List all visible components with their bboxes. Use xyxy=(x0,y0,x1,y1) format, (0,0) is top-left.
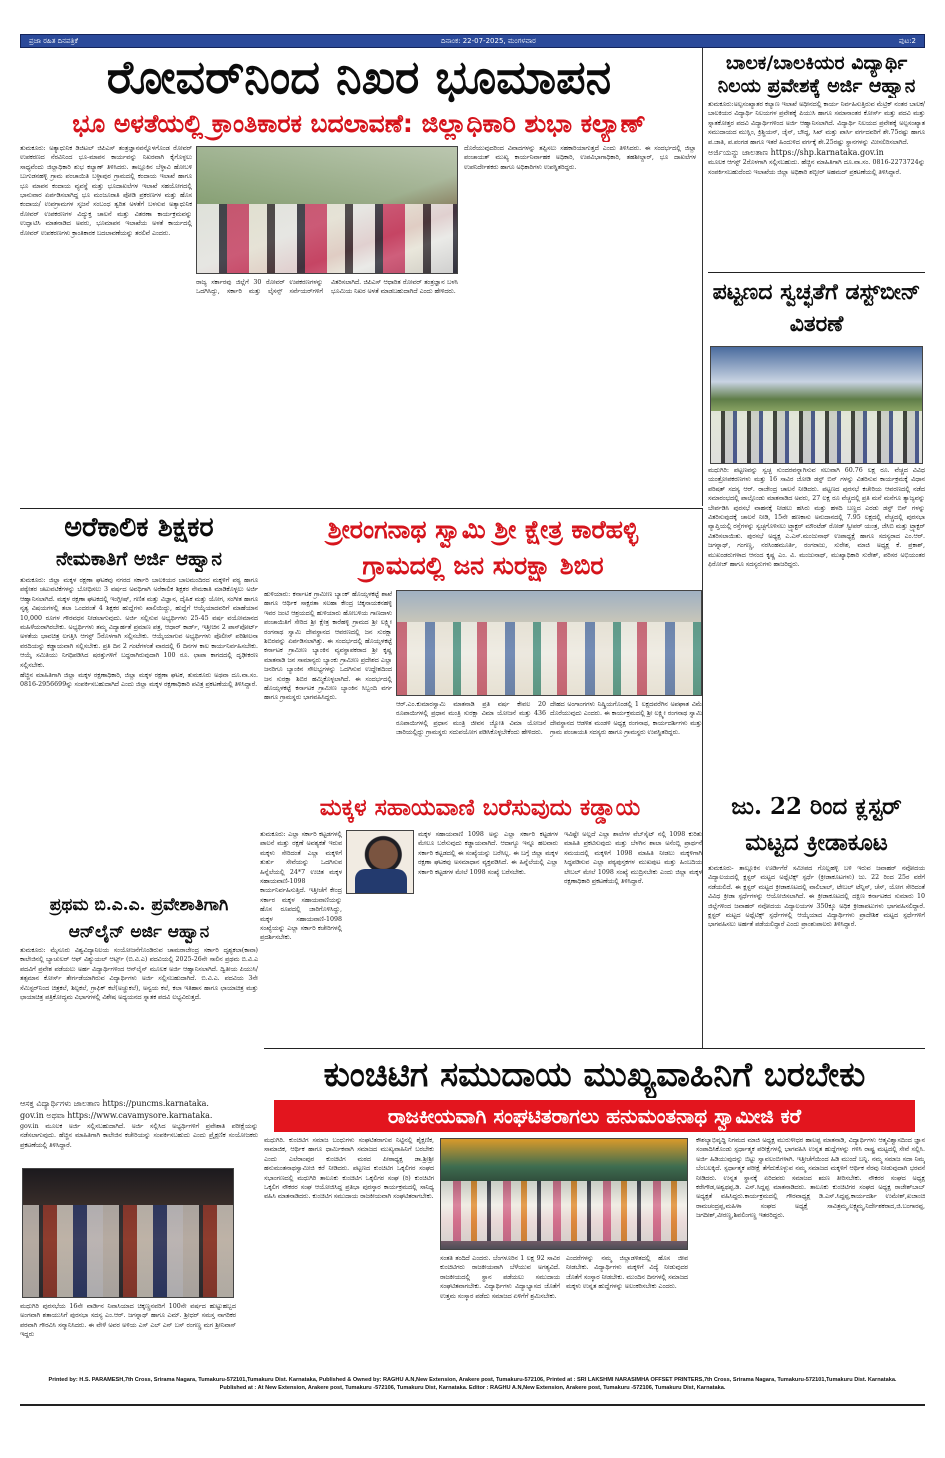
ba-admission-headline-1: ಪ್ರಥಮ ಬಿ.ಎ.ಎ. ಪ್ರವೇಶಾತಿಗಾಗಿ xyxy=(49,895,229,915)
lead-column-1: ತುಮಕೂರು: ಅತ್ಯಾಧುನಿಕ ಡಿಜಿಟಲ್ ಜಿಪಿಎಸ್ ತಂತ್ರಜ್ಞಾನವನ್ನೊಳಗೊಂಡ ರೋವರ್ ಉಪಕರಣದ ನೆರವಿನಿಂದ ಭೂ-ಮಾಪನ ಕಾರ್ಯವನ್ನು ನಿಖರವಾಗಿ ಕೈಗೊಳ್ಳಲು ಸಾಧ್ಯವೆಂದು ಜಿಲ್ಲಾಧಿಕಾರಿ ಶುಭ ಕಲ್ಯಾಣ್ ತಿಳಿಸಿದರು. ತಾಲ್ಲೂಕಿನ ಬೆಳ್ಳಾವಿ ಹೋಬಳಿ ಬುಗುಡನಹಳ್ಳಿ ಗ್ರಾಮ ಪಂಚಾಯಿತಿ ಬಳ್ಳಾಪುರ ಗ್ರಾಮದಲ್ಲಿ ಕಂದಾಯ ಇಲಾಖೆ ಹಾಗೂ ಭೂ ಮಾಪನ ಕಂದಾಯ ವ್ಯವಸ್ಥೆ ಮತ್ತು ಭೂದಾಖಲೆಗಳ ಇಲಾಖೆ ಸಹಯೋಗದಲ್ಲಿ ಭಾನುವಾರ ಏರ್ಪಡಿಸಲಾಗಿದ್ದ ಭೂ ಮಂಜೂರಾತಿ ಪೋಡಿ ಪ್ರಕರಣಗಳ ಮತ್ತು ಹೊಸ ಕಂದಾಯ/ ಉಪಗ್ರಾಮಗಳ ಸೃಜನೆ ಸಂಬಂಧ ತ್ವರಿತ ಅಳತೆಗೆ ಬಳಸುವ ಅತ್ಯಾಧುನಿಕ ರೋವರ್ ಉಪಕರಣಗಳ ವಿದ್ಯುಕ್ತ ಚಾಲನೆ ಮತ್ತು ವಿತರಣಾ ಕಾರ್ಯಕ್ರಮವನ್ನು ಉದ್ಘಾಟಿಸಿ ಮಾತನಾಡಿದ ಅವರು, ಭೂಮಾಪನ ಇಲಾಖೆಯ ಅಳತೆ ಕಾರ್ಯದಲ್ಲಿ ರೋವರ್ ಉಪಕರಣಗಳು ಕ್ರಾಂತಿಕಾರಕ ಬದಲಾವಣೆಯನ್ನು ತರಲಿವೆ ಎಂದರು. xyxy=(20,145,192,237)
lead-column-2: ರಾಜ್ಯ ಸರ್ಕಾರವು ಜಿಲ್ಲೆಗೆ 30 ರೋವರ್ ಉಪಕರಣಗಳನ್ನು ಒದಗಿಸಿದ್ದು, ಸರ್ಕಾರಿ ಮತ್ತು ಲೈಸನ್ಸ್ ಸರ್ವೆಯರ್‌ಗಳಿಗೆ ವಿತರಿಸಲಾಗಿದೆ. ಜಿಪಿಎಸ್ ಆಧಾರಿತ ರೋವರ್ ತಂತ್ರಜ್ಞಾನ ಬಳಸಿ ಭೂಮಿಯ ನಿಖರ ಅಳತೆ ಮಾಡಬಹುದಾಗಿದೆ ಎಂದು ಹೇಳಿದರು. xyxy=(196,279,458,296)
kunchitiga-headline: ಕುಂಚಿಟಿಗ ಸಮುದಾಯ ಮುಖ್ಯವಾಹಿನಿಗೆ ಬರಬೇಕು xyxy=(323,1055,866,1095)
jana-suraksha-headline-1: ಶ್ರೀರಂಗನಾಥ ಸ್ವಾಮಿ ಶ್ರೀ ಕ್ಷೇತ್ರ ಕಾರೆಹಳ್ಳಿ xyxy=(327,515,639,544)
lead-subheadline: ಭೂ ಅಳತೆಯಲ್ಲಿ ಕ್ರಾಂತಿಕಾರಕ ಬದಲಾವಣೆ: ಜಿಲ್ಲಾಧಿಕಾರಿ ಶುಭಾ ಕಲ್ಯಾಣ್ xyxy=(72,109,646,138)
kunchitiga-column-4: ಕೌಶಲ್ಯಾಭಿವೃದ್ಧಿ ನಿಗಮದ ಮಾಜಿ ಅಧ್ಯಕ್ಷ ಮುರುಳೀಧರ ಹಾಲಪ್ಪ ಮಾತನಾಡಿ, ವಿದ್ಯಾರ್ಥಿಗಳು ಆತ್ಮವಿಶ್ವಾಸದಿಂದ ಜ್ಞಾನ ಸಂಪಾದಿಸಿಕೊಂಡು ಸ್ಪರ್ಧಾತ್ಮಕ ಪರೀಕ್ಷೆಗಳಲ್ಲಿ ಭಾಗವಹಿಸಿ ಉನ್ನತ ಹುದ್ದೆಗಳನ್ನು ಗಳಿಸಿ ರಾಷ್ಟ್ರ ಮಟ್ಟದಲ್ಲಿ ಸೇವೆ ಸಲ್ಲಿಸಿ. ಅರ್ಜಿ ಹಿಡಿಯುವುದನ್ನು ಬಿಟ್ಟು ಸ್ವಾವಲಂಬಿಗಳಾಗಿ. ಇತ್ತೀಚೆಗೆಯಿಂದ ಹಿಡಿ ಮುಂದೆ ಬನ್ನಿ. ನಮ್ಮ ಸಮಾಜ ಸದಾ ನಿಮ್ಮ ಬೆಂಬಲಕ್ಕಿದೆ. ಸ್ಪರ್ಧಾತ್ಮಕ ಪರೀಕ್ಷೆ ತೆಗೆದುಕೊಳ್ಳುವ ನಮ್ಮ ಸಮಾಜದ ಮಕ್ಕಳಿಗೆ ಆರ್ಥಿಕ ನೆರವು ನೀಡುವುದಾಗಿ ಭರವಸೆ ನೀಡಿದರು. ಉನ್ನತ ಸ್ಥಾನಕ್ಕೆ ಏರಿದವರು ಸಮಾಜದ ಋಣ ತೀರಿಸಬೇಕು. ನೌಕರರ ಸಂಘದ ಅಧ್ಯಕ್ಷ ಕರೇಗೌಡ,ಅಶ್ವಥಪ್ಪ.ಡಿ. ಎಸ್.ಸಿದ್ದಪ್ಪ ಮಾತನಾಡಿದರು. ತಾಲೂಕು ಕುಂಚಿಟಿಗರ ಸಂಘದ ಅಧ್ಯಕ್ಷ ರಾಜೇಶ್‌ಬಾಬ್ ಅಧ್ಯಕ್ಷತೆ ವಹಿಸಿದ್ದರು.ಕಾರ್ಯಕ್ರಮದಲ್ಲಿ ಗೌರವಾಧ್ಯಕ್ಷ ಡಿ.ಎಸ್.ಸಿದ್ದಪ್ಪ,ಕಾರ್ಯದರ್ಶಿ ಉಮೇಶ್,ಖಜಾಂಚಿ ರಾಮಚಂದ್ರಪ್ಪ,ಮಹಿಳಾ ಸಂಘದ ಅಧ್ಯಕ್ಷೆ ಸಾವಿತ್ರಮ್ಮ,ಲಕ್ಷ್ಮಮ್ಮ,ನಿರ್ದೇಶಕರಾದ,ಜಿ.ಬಂಗಾರಪ್ಪ, ಜಗದೀಶ್,ವೀರಣ್ಣ,ಶಿವಲಿಂಗಣ್ಣ ಇತರರಿದ್ದರು. xyxy=(696,1137,925,1220)
jana-suraksha-column-1: ಹುಳಿಯಾರು: ಕರ್ನಾಟಕ ಗ್ರಾಮೀಣ ಬ್ಯಾಂಕ್ ಹೊಯ್ಸಳಕಟ್ಟೆ ಶಾಖೆ ಹಾಗೂ ಆರ್ಥಿಕ ಸಾಕ್ಷರತಾ ಸಲಹಾ ಕೇಂದ್ರ ಚಿಕ್ಕನಾಯಕನಹಳ್ಳಿ ಇವರ ಜಂಟಿ ಆಶ್ರಯದಲ್ಲಿ ಹುಳಿಯಾರು ಹೋಬಳಿಯ ಗಾಣದಾಳು ಪಂಚಾಯಿತಿಗೆ ಸೇರಿದ ಶ್ರೀ ಕ್ಷೇತ್ರ ಕಾರೆಹಳ್ಳಿ ಗ್ರಾಮದ ಶ್ರೀ ಲಕ್ಷ್ಮೀ ರಂಗನಾಥ ಸ್ವಾಮಿ ದೇವಸ್ಥಾನದ ಆವರಣದಲ್ಲಿ ಜನ ಸುರಕ್ಷಾ ಶಿಬಿರವನ್ನು ಏರ್ಪಡಿಸಲಾಗಿತ್ತು. ಈ ಸಂದರ್ಭದಲ್ಲಿ ಹೊಯ್ಸಳಕಟ್ಟೆ ಕರ್ನಾಟಕ ಗ್ರಾಮೀಣ ಬ್ಯಾಂಕಿನ ವ್ಯವಸ್ಥಾಪಕರಾದ ಶ್ರೀ ಕೃಷ್ಣ ಮಾತನಾಡಿ ಜನ ಸಾಮಾನ್ಯರು ಬ್ಯಾಂಕು ಗ್ರಾಮೀಣ ಪ್ರದೇಶದ ಎಲ್ಲಾ ಜನರಿಗೂ ಬ್ಯಾಂಕಿನ ಸೌಲಭ್ಯಗಳನ್ನು ಒದಗಿಸುವ ಉದ್ದೇಶದಿಂದ ಜನ ಸುರಕ್ಷಾ ಶಿಬಿರ ಹಮ್ಮಿಕೊಳ್ಳಲಾಗಿದೆ. ಈ ಸಂದರ್ಭದಲ್ಲಿ ಹೊಯ್ಸಳಕಟ್ಟೆ ಕರ್ನಾಟಕ ಗ್ರಾಮೀಣ ಬ್ಯಾಂಕಿನ ಸಿಬ್ಬಂದಿ ವರ್ಗ ಹಾಗೂ ಗ್ರಾಮಸ್ಥರು ಭಾಗವಹಿಸಿದ್ದರು. xyxy=(264,591,392,702)
temp-teacher-headline-1: ಅರೆಕಾಲಿಕ ಶಿಕ್ಷಕರ xyxy=(64,512,214,543)
ba-admission-url-1[interactable]: ಆಸಕ್ತ ವಿದ್ಯಾರ್ಥಿಗಳು ಜಾಲತಾಣ https://puncms.karnataka. xyxy=(20,1099,209,1108)
centenarian-caption: ಮಧುಗಿರಿ ಪುರಸಭೆಯ 16ನೇ ವಾರ್ಡಿನ ನಿವಾಸಿಯಾದ ಚಿಕ್ಕಣ್ಣನವರಿಗೆ 100ನೇ ವರ್ಷದ ಹುಟ್ಟುಹಬ್ಬದ ಅಂಗವಾಗಿ ಶತಾಯುಸಿಗೆ ಪುರಸಭಾ ಸದಸ್ಯ ಎಂ.ಆರ್. ಜಗನ್ನಾಥ್ ಹಾಗೂ ಎಮ್. ಶ್ರೀಧರ್ ಸಮಸ್ತ ನಾಗರಿಕರ ಪರವಾಗಿ ಗೌರವಿಸಿ ಸನ್ಮಾನಿಸಿದರು. ಈ ವೇಳೆ ಅವರ ಅಳಿಯ ಎಸ್ ಎಲ್ ಎನ್ ಬಸ್ ರಂಗಣ್ಣ ಮಗ ಶ್ರೀನಿವಾಸ್ ಇದ್ದರು xyxy=(20,1303,236,1339)
ba-admission-body-2: gov.in ಮೂಲಕ ಅರ್ಜಿ ಸಲ್ಲಿಸಬಹುದಾಗಿದೆ. ಅರ್ಜಿ ಸಲ್ಲಿಸಿದ ಅಭ್ಯರ್ಥಿಗಳಿಗೆ ಪ್ರವೇಶಾತಿ ಪರೀಕ್ಷೆಯನ್ನು ನಡೆಸಲಾಗುವುದು. ಹೆಚ್ಚಿನ ಮಾಹಿತಿಗಾಗಿ ಕಾಲೇಜಿನ ಕಚೇರಿಯನ್ನು ಸಂಪರ್ಕಿಸಬಹುದು ಎಂದು ಪ್ರೈಕ್ಷಣಿಕ ಸಂಯೋಜಕರು ಪ್ರಕಟಣೆಯಲ್ಲಿ ತಿಳಿಸಿದ್ದಾರೆ. xyxy=(20,1123,258,1149)
ba-admission-headline-2: ಆನ್‌ಲೈನ್ ಅರ್ಜಿ ಆಹ್ವಾನ xyxy=(68,922,210,942)
page-number: ಪುಟ:2 xyxy=(898,36,916,45)
helpline-column-3: ಇವಿಷ್ಟೇ ಅಲ್ಲದೆ ಎಲ್ಲಾ ಶಾಲೆಗಳ ವೆಬ್‌ಸೈಟ್ ನಲ್ಲಿ 1098 ಕುರಿತು ಮಾಹಿತಿ ಪ್ರಕಟಿಸುವುದು ಮತ್ತು ಬೆಳಗಿನ ಶಾಲಾ ಅಸೆಂಬ್ಲಿ ಪ್ರಾರ್ಥನೆ ಸಮಯದಲ್ಲಿ ಮಕ್ಕಳಿಗೆ 1098 ಮಾಹಿತಿ ನೀಡಲು ಮಕ್ಕಳಿಗಾಗಿ ಸಿದ್ಧಪಡಿಸುವ ಎಲ್ಲಾ ಪಠ್ಯಪುಸ್ತಕಗಳ ಮುಖಪುಟ ಮತ್ತು ಹಿಂಬದಿಯ ಲೇಬಲ್ ಮೇಲೆ 1098 ಸಂಖ್ಯೆ ಮುದ್ರಿಸಬೇಕು ಎಂದು ಜಿಲ್ಲಾ ಮಕ್ಕಳ ರಕ್ಷಣಾಧಿಕಾರಿ ಪ್ರಕಟಣೆಯಲ್ಲಿ ತಿಳಿಸಿದ್ದಾರೆ. xyxy=(564,831,702,886)
cluster-body: ತುಮಕೂರು- ತಾಲ್ಲೂಕಿನ ಊರ್ಡಿಗೆರೆ ಸಮೀಪದ ಗೊಲ್ಲಹಳ್ಳಿ ಬಳಿ ಇರುವ ಜವಾಹರ್ ನವೋದಯ ವಿದ್ಯಾಲಯದಲ್ಲಿ ಕ್ಲಸ್ಟರ್ ಮಟ್ಟದ ಅಥ್ಲೆಟಿಕ್ಸ್ ಸ್ಪರ್ಧೆ (ಕ್ರೀಡಾಕೂಟಗಳು) ಜು. 22 ರಿಂದ 25ರ ವರೆಗೆ ನಡೆಯಲಿದೆ. ಈ ಕ್ಲಸ್ಟರ್ ಮಟ್ಟದ ಕ್ರೀಡಾಕೂಟದಲ್ಲಿ ವಾಲಿಬಾಲ್, ಟೇಬಲ್ ಟೆನ್ನಿಸ್, ಚೆಸ್, ಯೋಗ ಸೇರಿದಂತೆ ವಿವಿಧ ಕ್ರೀಡಾ ಸ್ಪರ್ಧೆಗಳನ್ನು ಆಯೋಜಿಸಲಾಗಿದೆ. ಈ ಕ್ರೀಡಾಕೂಟದಲ್ಲಿ ದಕ್ಷಿಣ ಕರ್ನಾಟಕದ ಸುಮಾರು 10 ಜಿಲ್ಲೆಗಳಿಂದ ಜವಾಹರ್ ನವೋದಯ ವಿದ್ಯಾಲಯಗಳ 350ಕ್ಕೂ ಅಧಿಕ ಕ್ರೀಡಾಪಟುಗಳು ಭಾಗವಹಿಸಲಿದ್ದಾರೆ. ಕ್ಲಸ್ಟರ್ ಮಟ್ಟದ ಅಥ್ಲೆಟಿಕ್ಸ್ ಸ್ಪರ್ಧೆಗಳಲ್ಲಿ ಆಯ್ಕೆಯಾದ ವಿದ್ಯಾರ್ಥಿಗಳು ಪ್ರಾದೇಶಿಕ ಮಟ್ಟದ ಸ್ಪರ್ಧೆಗಳಿಗೆ ಭಾಗವಹಿಸಲು ಅರ್ಹತೆ ಪಡೆಯಲಿದ್ದಾರೆ ಎಂದು ಪ್ರಾಂಶುಪಾಲರು ತಿಳಿಸಿದ್ದಾರೆ. xyxy=(708,865,925,929)
kunchitiga-column-2: ಸಂತತಿ ತಂದಿದೆ ಎಂದರು. ಬೆಂಗಳೂರಿನ 1 ಲಕ್ಷ 92 ಸಾವಿರ ಕುಂಚಿಟಿಗರು ರಾಜಕೀಯವಾಗಿ ಬೆಳೆಯುವ ಅಗತ್ಯವಿದೆ. ರಾಜಕೀಯದಲ್ಲಿ ಸ್ಥಾನ ಪಡೆಯಲು ಸಮುದಾಯ ಸಂಘಟಿತವಾಗಬೇಕು. ವಿದ್ಯಾರ್ಥಿಗಳು ವಿದ್ಯಾಭ್ಯಾಸದ ಜೊತೆಗೆ ಉತ್ತಮ ಸಂಸ್ಕಾರ ಪಡೆದು ಸಮಾಜದ ಏಳಿಗೆಗೆ ಶ್ರಮಿಸಬೇಕು. xyxy=(440,1255,560,1300)
rover-launch-photo xyxy=(196,146,458,274)
hostel-headline: ಬಾಲಕ/ಬಾಲಕಿಯರ ವಿದ್ಯಾರ್ಥಿ ನಿಲಯ ಪ್ರವೇಶಕ್ಕೆ ಅರ್ಜಿ ಆಹ್ವಾನ xyxy=(717,52,916,97)
lead-column-3: ದೊರೆಯುವುದರಿಂದ ವಿವಾದಗಳನ್ನು ತಪ್ಪಿಸಲು ಸಹಕಾರಿಯಾಗುತ್ತದೆ ಎಂದು ತಿಳಿಸಿದರು. ಈ ಸಂದರ್ಭದಲ್ಲಿ ಜಿಲ್ಲಾ ಪಂಚಾಯತ್ ಮುಖ್ಯ ಕಾರ್ಯನಿರ್ವಾಹಕ ಅಧಿಕಾರಿ, ಉಪವಿಭಾಗಾಧಿಕಾರಿ, ತಹಶೀಲ್ದಾರ್, ಭೂ ದಾಖಲೆಗಳ ಉಪನಿರ್ದೇಶಕರು ಹಾಗೂ ಅಧಿಕಾರಿಗಳು ಉಪಸ್ಥಿತರಿದ್ದರು. xyxy=(464,145,696,171)
temp-teacher-body: ತುಮಕೂರು: ಜಿಲ್ಲಾ ಮಕ್ಕಳ ರಕ್ಷಣಾ ಘಟಕವು ನಗರದ ಸರ್ಕಾರಿ ಬಾಲಕಿಯರ ಬಾಲಮಂದಿರದ ಮಕ್ಕಳಿಗೆ ಪಠ್ಯ ಹಾಗೂ ಪಠ್ಯೇತರ ಚಟುವಟಿಕೆಗಳನ್ನು ಬೋಧಿಸಲು 3 ವರ್ಷದ ಅವಧಿಗಾಗಿ ಅರೆಕಾಲಿಕ ಶಿಕ್ಷಕರ ನೇಮಕಾತಿ ಮಾಡಿಕೊಳ್ಳಲು ಅರ್ಜಿ ಆಹ್ವಾನಿಸಲಾಗಿದೆ. ಮಕ್ಕಳ ರಕ್ಷಣಾ ಘಟಕದಲ್ಲಿ ಇಂಗ್ಲೀಷ್, ಗಣಿತ ಮತ್ತು ವಿಜ್ಞಾನ, ದೈಹಿಕ ಮತ್ತು ಯೋಗ, ಸಂಗೀತ ಹಾಗೂ ನೃತ್ಯ ವಿಷಯಗಳಲ್ಲಿ ತಲಾ ಒಂದರಂತೆ 4 ಶಿಕ್ಷಕರ ಹುದ್ದೆಗಳು ಖಾಲಿಯಿದ್ದು, ಹುದ್ದೆಗೆ ಆಯ್ಕೆಯಾದವರಿಗೆ ಮಾಹೆಯಾನ 10,000 ರೂಗಳ ಗೌರವಧನ ನೀಡಲಾಗುವುದು. ಅರ್ಜಿ ಸಲ್ಲಿಸುವ ಅಭ್ಯರ್ಥಿಗಳು 25-45 ವರ್ಷ ವಯೋಮಾನದ ಮಹಿಳೆಯರಾಗಿರಬೇಕು. ಅಭ್ಯರ್ಥಿಗಳು ತಮ್ಮ ವಿದ್ಯಾರ್ಹತೆ ಪ್ರಮಾಣ ಪತ್ರ, ಆಧಾರ್ ಕಾರ್ಡ್, ಇತ್ತೀಚಿನ 2 ಪಾಸ್‌ಪೋರ್ಟ್ ಅಳತೆಯ ಭಾವಚಿತ್ರ ಲಗತ್ತಿಸಿ ಆಗಸ್ಟ್ 5ರೊಳಗಾಗಿ ಸಲ್ಲಿಸಬೇಕು. ಆಯ್ಕೆಯಾಗುವ ಅಭ್ಯರ್ಥಿಗಳು ಪೊಲೀಸ್ ಪರಿಶೀಲನಾ ವರದಿಯನ್ನು ಕಡ್ಡಾಯವಾಗಿ ಸಲ್ಲಿಸಬೇಕು. ಪ್ರತಿ ದಿನ 2 ಗಂಟೆಗಳಂತೆ ವಾರದಲ್ಲಿ 6 ದಿನಗಳ ಕಾಲ ಕಾರ್ಯನಿರ್ವಹಿಸಬೇಕು. ಆಯ್ಕೆ ಸಮಿತಿಯು ನಿಗಧಿಪಡಿಸಿದ ಷರತ್ತುಗಳಿಗೆ ಬದ್ಧರಾಗಿರುವುದಾಗಿ 100 ರೂ. ಛಾಪಾ ಕಾಗದದಲ್ಲಿ ದೃಢೀಕರಣ ಸಲ್ಲಿಸಬೇಕು. ಹೆಚ್ಚಿನ ಮಾಹಿತಿಗಾಗಿ ಜಿಲ್ಲಾ ಮಕ್ಕಳ ರಕ್ಷಣಾಧಿಕಾರಿ, ಜಿಲ್ಲಾ ಮಕ್ಕಳ ರಕ್ಷಣಾ ಘಟಕ, ತುಮಕೂರು ಅಥವಾ ದೂ.ವಾ.ಸಂ. 0816-2956699ನ್ನು ಸಂಪರ್ಕಿಸಬಹುದಾಗಿದೆ ಎಂದು ಜಿಲ್ಲಾ ಮಕ್ಕಳ ರಕ್ಷಣಾಧಿಕಾರಿ ಪವಿತ್ರ ಪ್ರಕಟಣೆಯಲ್ಲಿ ತಿಳಿಸಿದ್ದಾರೆ. xyxy=(20,577,258,689)
jana-suraksha-camp-photo xyxy=(396,590,702,696)
paper-name: ಪ್ರಜಾ ರಹಿತ ದಿನಪತ್ರಿಕೆ xyxy=(29,36,78,45)
kunchitiga-column-1: ಮಧುಗಿರಿ. ಕುಂಚಿಟಿಗ ಸಮಾಜ ಬಂಧುಗಳು ಸಂಘಟಿತರಾಗುವ ನಿಟ್ಟಿನಲ್ಲಿ ಶೈಕ್ಷಣಿಕ, ಸಾಮಾಜಿಕ, ಆರ್ಥಿಕ ಹಾಗೂ ಧಾರ್ಮಿಕವಾಗಿ ಸಮಾಜದ ಮುಖ್ಯವಾಹಿನಿಗೆ ಬರಬೇಕು ಎಂದು ಎಲೆರಾಂಪುರ ಕುಂಚಿಟಿಗ ಮಠದ ಪೀಠಾಧ್ಯಕ್ಷ ಡಾ.ಶ್ರೀಶ್ರೀ ಹನುಮಂತನಾಥಸ್ವಾಮೀಜಿ ಕರೆ ನೀಡಿದರು. ಪಟ್ಟಣದ ಕುಂಚಿಟಿಗ ಒಕ್ಕಲಿಗರ ಸಂಘದ ಸಭಾಂಗಣದಲ್ಲಿ ಮಧುಗಿರಿ ತಾಲೂಕು ಕುಂಚಿಟಿಗ ಒಕ್ಕಲಿಗರ ಸಂಘ (ರಿ) ಕುಂಚಿಟಿಗ ಒಕ್ಕಲಿಗ ನೌಕರರ ಸಂಘ ಆಯೋಜಿಸಿದ್ದ ಪ್ರತಿಭಾ ಪುರಸ್ಕಾರ ಕಾರ್ಯಕ್ರಮದಲ್ಲಿ ಸಾನಿಧ್ಯ ವಹಿಸಿ ಮಾತನಾಡಿದರು. ಕುಂಚಿಟಿಗ ಸಮುದಾಯ ರಾಜಕೀಯವಾಗಿ ಸಂಘಟಿತರಾಗಬೇಕು. xyxy=(264,1137,434,1201)
hostel-url-link[interactable]: ಅರ್ಜಿಯನ್ನು ಜಾಲತಾಣ https://shp.karnataka.gov.in xyxy=(708,148,884,158)
masthead-bar xyxy=(20,34,925,48)
kunchitiga-banner: ರಾಜಕೀಯವಾಗಿ ಸಂಘಟಿತರಾಗಲು ಹನುಮಂತನಾಥ ಸ್ವಾಮೀಜಿ ಕರೆ xyxy=(274,1100,915,1132)
felicitation-ceremony-photo xyxy=(440,1138,688,1250)
helpline-column-1: ತುಮಕೂರು: ಎಲ್ಲಾ ಸರ್ಕಾರಿ ಕಟ್ಟಡಗಳಲ್ಲಿ ಪಾಲನೆ ಮತ್ತು ರಕ್ಷಣೆ ಅವಶ್ಯಕತೆ ಇರುವ ಮಕ್ಕಳು ಸೇರಿದಂತೆ ಎಲ್ಲಾ ಮಕ್ಕಳಿಗೆ ತುರ್ತು ಸೇವೆಯನ್ನು ಒದಗಿಸುವ ಹಿನ್ನೆಲೆಯಲ್ಲಿ 24*7 ಉಚಿತ ಮಕ್ಕಳ ಸಹಾಯವಾಣಿ-1098 ಕಾರ್ಯನಿರ್ವಹಿಸುತ್ತಿದೆ. ಇತ್ತೀಚೆಗೆ ಕೇಂದ್ರ ಸರ್ಕಾರ ಮಕ್ಕಳ ಸಹಾಯವಾಣಿಯನ್ನು ಹೊಸ ರೂಪದಲ್ಲಿ ಜಾರಿಗೊಳಿಸಿದ್ದು, ಮಕ್ಕಳ ಸಹಾಯವಾಣಿ-1098 ಸಂಖ್ಯೆಯನ್ನು ಎಲ್ಲಾ ಸರ್ಕಾರಿ ಕಚೇರಿಗಳಲ್ಲಿ ಪ್ರದರ್ಶಿಸಬೇಕು. xyxy=(260,831,342,942)
hostel-body: ತುಮಕೂರು:ಅಲ್ಪಸಂಖ್ಯಾತರ ಕಲ್ಯಾಣ ಇಲಾಖೆ ಅಧೀನದಲ್ಲಿ ಕಾರ್ಯ ನಿರ್ವಹಿಸುತ್ತಿರುವ ಮೆಟ್ರಿಕ್ ನಂತರ ಬಾಲಕ/ಬಾಲಕಿಯರ ವಿದ್ಯಾರ್ಥಿ ನಿಲಯಗಳ ಪ್ರವೇಶಕ್ಕೆ ಪಿಯುಸಿ ಹಾಗೂ ಸಮಾನಾಂತರ ಕೋರ್ಸ್ ಮತ್ತು ಪದವಿ ಮತ್ತು ಸ್ನಾತಕೋತ್ತರ ಪದವಿ ವಿದ್ಯಾರ್ಥಿಗಳಿಂದ ಅರ್ಜಿ ಆಹ್ವಾನಿಸಲಾಗಿದೆ. ವಿದ್ಯಾರ್ಥಿ ನಿಲಯದ ಪ್ರವೇಶಕ್ಕೆ ಅಲ್ಪಸಂಖ್ಯಾತ ಸಮುದಾಯದ ಮುಸ್ಲಿಂ, ಕ್ರಿಶ್ಚಿಯನ್, ಜೈನ್, ಬೌದ್ಧ, ಸಿಖ್ ಮತ್ತು ಪಾರ್ಸಿ ವರ್ಗದವರಿಗೆ ಶೇ.75ರಷ್ಟು ಹಾಗೂ ಪ.ಜಾತಿ, ಪ.ಪಂಗಡ ಹಾಗೂ ಇತರೆ ಹಿಂದುಳಿದ ವರ್ಗಕ್ಕೆ ಶೇ.25ರಷ್ಟು ಸ್ಥಾನಗಳನ್ನು ಮೀಸಲಿರಿಸಲಾಗಿದೆ. ಅರ್ಜಿಯನ್ನು ಜಾಲತಾಣ https://shp.karnataka.gov.in ಮೂಲಕ ಆಗಸ್ಟ್ 2ರೊಳಗಾಗಿ ಸಲ್ಲಿಸಬಹುದು. ಹೆಚ್ಚಿನ ಮಾಹಿತಿಗಾಗಿ ದೂ.ವಾ.ಸಂ. 0816-2273724ನ್ನು ಸಂಪರ್ಕಿಸಬಹುದೆಂದು ಇಲಾಖೆಯ ಜಿಲ್ಲಾ ಅಧಿಕಾರಿ ಶಬ್ಬೀರ್ ಅಹಮದ್ ಪ್ರಕಟಣೆಯಲ್ಲಿ ತಿಳಿಸಿದ್ದಾರೆ. xyxy=(708,101,925,176)
helpline-headline: ಮಕ್ಕಳ ಸಹಾಯವಾಣಿ ಬರೆಸುವುದು ಕಡ್ಡಾಯ xyxy=(319,795,641,821)
jana-suraksha-headline-2: ಗ್ರಾಮದಲ್ಲಿ ಜನ ಸುರಕ್ಷಾ ಶಿಬಿರ xyxy=(362,551,604,580)
newspaper-page xyxy=(20,34,925,1406)
centenarian-felicitation-photo xyxy=(22,1168,234,1298)
temp-teacher-headline-2: ನೇಮಕಾತಿಗೆ ಅರ್ಜಿ ಆಹ್ವಾನ xyxy=(56,548,222,570)
footer-imprint: Printed by: H.S. PARAMESH,7th Cross, Srirama Nagara, Tumakuru-572101,Tumakuru Dist. Karnataka, Published & Owned by: RAGHU A.N,New Extension, Arakere post, Tumakuru-572106, Printed at : SRI LAKSHMI NARASIMHA OFFSET PRINTERS,7th Cross, Srirama Nagara, Tumakuru-572101,Tumakuru Dist. Karnataka. Published at : At New Extension, Arakere post, Tumakuru -572106, Tumakuru Dist, Karnataka. Editor : RAGHU A.N,New Extension, Arakere post, Tumakuru -572106, Tumakuru Dist, Karnataka. xyxy=(48,1377,897,1391)
cluster-headline-1: ಜು. 22 ರಿಂದ ಕ್ಲಸ್ಟರ್ xyxy=(731,793,902,820)
jana-suraksha-column-2: ಆರ್.ಎಂ.ಕುಮಾರಸ್ವಾಮಿ ಮಾತನಾಡಿ ಪ್ರತಿ ವರ್ಷ ಕೇವಲ 20 ರೂಪಾಯಿಗಳಲ್ಲಿ ಪ್ರಧಾನ ಮಂತ್ರಿ ಸುರಕ್ಷಾ ವಿಮಾ ಯೋಜನೆ ಮತ್ತು 436 ರೂಪಾಯಿಗಳಲ್ಲಿ ಪ್ರಧಾನ ಮಂತ್ರಿ ಜೀವನ ಜ್ಯೋತಿ ವಿಮಾ ಯೋಜನೆ ಜಾರಿಯಲ್ಲಿದ್ದು ಗ್ರಾಮಸ್ಥರು ಸದುಪಯೋಗ ಪಡಿಸಿಕೊಳ್ಳಬೇಕೆಂದು ಹೇಳಿದರು. xyxy=(396,701,546,737)
kunchitiga-column-3: ಎಂದರೆಗಳನ್ನು ನಮ್ಮ ಜಿಲ್ಲಾಡಳಿತದಲ್ಲಿ ಹೊಸ ಜೀವ ನೀಡಬೇಕು. ವಿದ್ಯಾರ್ಥಿಗಳು ಮಕ್ಕಳಿಗೆ ವಿದ್ಯೆ ನೀಡುವುದರ ಜೊತೆಗೆ ಸಂಸ್ಕಾರ ನೀಡಬೇಕು. ಮುಂದಿನ ದಿನಗಳಲ್ಲಿ ಸಮಾಜದ ಮಕ್ಕಳು ಉನ್ನತ ಹುದ್ದೆಗಳನ್ನು ಅಲಂಕರಿಸಬೇಕು ಎಂದರು. xyxy=(566,1255,688,1291)
dustbin-body: ಮಧುಗಿರಿ: ಪಟ್ಟಣವನ್ನು ಸ್ವಚ್ಛ ಸುಂದರವನ್ನಾಗಿಸುವ ಸಲುವಾಗಿ 60.76 ಲಕ್ಷ ರೂ. ವೆಚ್ಚದ ವಿವಿಧ ಯಂತ್ರೋಪಕರಣಗಳು ಮತ್ತು 16 ಸಾವಿರ ಜೋಡಿ ಡಸ್ಟ್ ಬಿನ್ ಗಳನ್ನು ವಿತರಿಸುವ ಕಾರ್ಯಕ್ರಮಕ್ಕೆ ವಿಧಾನ ಪರಿಷತ್ ಸದಸ್ಯ ಆರ್. ರಾಜೇಂದ್ರ ಚಾಲನೆ ನೀಡಿದರು. ಪಟ್ಟಣದ ಪುರಸಭೆ ಕಚೇರಿಯ ಆವರಣದಲ್ಲಿ ನಡೆದ ಸಮಾರಂಭದಲ್ಲಿ ಪಾಲ್ಗೊಂಡು ಮಾತನಾಡಿದ ಅವರು, 27 ಲಕ್ಷ ರೂ ವೆಚ್ಚದಲ್ಲಿ ಪ್ರತಿ ಮನೆ ಮನೆಗೂ ತ್ಯಾಜ್ಯವನ್ನು ಬೇರ್ಪಡಿಸಿ ಪುರಸಭೆ ವಾಹನಕ್ಕೆ ನೀಡಲು ಹಸಿರು ಮತ್ತು ಹಳದಿ ಬಣ್ಣದ ಎರಡು ಡಸ್ಟ್ ಬಿನ್ ಗಳನ್ನು ವಿತರಿಸುವುದಕ್ಕೆ ಚಾಲನೆ ನೀಡಿ, 15ನೇ ಹಣಕಾಸು ಅನುದಾನದಲ್ಲಿ 7.95 ಲಕ್ಷದಲ್ಲಿ ವೆಚ್ಚದಲ್ಲಿ ಪುರಸಭಾ ವ್ಯಾಪ್ತಿಯಲ್ಲಿ ರಸ್ತೆಗಳನ್ನು ಸ್ವಚ್ಛಗೊಳಿಸಲು ಟ್ರ್ಯಾಕ್ಟರ್ ಮೌಂಟೆಡ್ ರೋಡ್ ಸ್ವೀಪರ್ ಯಂತ್ರ, ಜೆಸಿಬಿ ಮತ್ತು ಟ್ರ್ಯಾಕ್ಟರ್ ವಿತರಿಸಲಾಯಿತು. ಪುರಸಭೆ ಅಧ್ಯಕ್ಷ ಎ.ಎಸ್.ಮಂಜುನಾಥ್ ಉಪಾಧ್ಯಕ್ಷೆ ಹಾಗೂ ಸದಸ್ಯರಾದ ಎಂ.ಆರ್. ಜಗನ್ನಾಥ್, ಗಂಗಣ್ಣ, ನರಸಿಂಹಮೂರ್ತಿ, ರಂಗರಾಜು, ಸುರೇಶ, ಮಾಜಿ ಅಧ್ಯಕ್ಷ ಕೆ. ಪ್ರಕಾಶ್, ಮುಖಂಡರುಗಳಾದ ಆನಂದ ಕೃಷ್ಣ ಎಂ. ವಿ. ಮಂಜುನಾಥ್, ಮುಖ್ಯಾಧಿಕಾರಿ ಸುರೇಶ್, ಪರಿಸರ ಅಭಿಯಂತರ ಫಿರೋಜ್ ಹಾಗೂ ಸದಸ್ಯರುಗಳು ಹಾಜರಿದ್ದರು. xyxy=(708,467,925,569)
ba-admission-urls xyxy=(20,1098,258,1120)
lead-headline: ರೋವರ್‌ನಿಂದ ನಿಖರ ಭೂಮಾಪನ xyxy=(106,50,612,104)
ba-admission-url-2[interactable]: gov.in ಅಥವಾ https://www.cavamysore.karnataka. xyxy=(20,1111,213,1120)
official-portrait-photo xyxy=(346,830,414,894)
dustbin-headline: ಪಟ್ಟಣದ ಸ್ವಚ್ಛತೆಗೆ ಡಸ್ಟ್‌ಬೀನ್ ವಿತರಣೆ xyxy=(712,279,921,337)
ba-admission-body: ತುಮಕೂರು: ಮೈಸೂರು ವಿಶ್ವವಿದ್ಯಾನಿಲಯ ಸಂಯೋಜನೆಗೊಂಡಿರುವ ಚಾಮರಾಜೇಂದ್ರ ಸರ್ಕಾರಿ ದೃಶ್ಯಕಲಾ(ಕಾವಾ) ಕಾಲೇಜಿನಲ್ಲಿ ಬ್ಯಾಚುಲರ್ ಆಫ್ ವಿಶ್ಯುಯಲ್ ಆರ್ಟ್ಸ್ (ಬಿ.ವಿ.ಎ) ಪದವಿಯಲ್ಲಿ 2025-26ನೇ ಸಾಲಿನ ಪ್ರಥಮ ಬಿ.ವಿ.ಎ ಪದವಿಗೆ ಪ್ರವೇಶ ಪಡೆಯಲು ಅರ್ಹ ವಿದ್ಯಾರ್ಥಿಗಳಿಂದ ಆನ್‌ಲೈನ್ ಮೂಲಕ ಅರ್ಜಿ ಆಹ್ವಾನಿಸಲಾಗಿದೆ. ದ್ವಿತೀಯ ಪಿಯುಸಿ/ ತತ್ಸಮಾನ ಕೋರ್ಸ್ ತೇರ್ಗಡೆಯಾಗಿರುವ ವಿದ್ಯಾರ್ಥಿಗಳು ಅರ್ಜಿ ಸಲ್ಲಿಸಬಹುದಾಗಿದೆ. ಬಿ.ವಿ.ಎ. ಪದವಿಯ 3ನೇ ಸೆಮಿಸ್ಟರ್‌ನಿಂದ ಚಿತ್ರಕಲೆ, ಶಿಲ್ಪಕಲೆ, ಗ್ರಾಫಿಕ್ ಕಲೆ(ಅಚ್ಚುಕಲೆ), ಅನ್ವಯ ಕಲೆ, ಕಲಾ ಇತಿಹಾಸ ಹಾಗೂ ಛಾಯಾಚಿತ್ರ ಮತ್ತು ಛಾಯಾಚಿತ್ರ ಪತ್ರಿಕೋದ್ಯಮ ವಿಭಾಗಗಳಲ್ಲಿ ವಿಶೇಷ ಅಧ್ಯಯನದ ಸ್ನಾತಕ ಪದವಿ ಲಭ್ಯವಿರುತ್ತದೆ. xyxy=(20,947,258,1002)
cluster-headline-2: ಮಟ್ಟದ ಕ್ರೀಡಾಕೂಟ xyxy=(745,829,888,856)
dustbin-distribution-photo xyxy=(710,346,923,464)
helpline-column-2: ಮಕ್ಕಳ ಸಹಾಯವಾಣಿ 1098 ಅನ್ನು ಎಲ್ಲಾ ಸರ್ಕಾರಿ ಕಟ್ಟಡಗಳ ಮೇಲೂ ಬರೆಸುವುದು ಕಡ್ಡಾಯವಾಗಿದೆ. ಆದಾಗ್ಯೂ ಇನ್ನೂ ಹಲವಾರು ಸರ್ಕಾರಿ ಕಟ್ಟಡದಲ್ಲಿ ಈ ಸಂಖ್ಯೆಯನ್ನು ಬರೆಸಿಲ್ಲ. ಈ ಬಗ್ಗೆ ಜಿಲ್ಲಾ ಮಕ್ಕಳ ರಕ್ಷಣಾ ಘಟಕವು ಅಸಮಾಧಾನ ವ್ಯಕ್ತಪಡಿಸಿದೆ. ಈ ಹಿನ್ನೆಲೆಯಲ್ಲಿ ಎಲ್ಲಾ ಸರ್ಕಾರಿ ಕಟ್ಟಡಗಳ ಮೇಲೆ 1098 ಸಂಖ್ಯೆ ಬರೆಸಬೇಕು. xyxy=(418,831,558,876)
jana-suraksha-column-3: ದೇಹದ ಅಂಗಾಂಗಗಳು ನಿಷ್ಕ್ರಿಯಗೊಂಡಲ್ಲಿ 1 ಲಕ್ಷದವರೆಗಿನ ಅಪಘಾತ ವಿಮೆ ದೊರೆಯುವುದು ಎಂದರು. ಈ ಕಾರ್ಯಕ್ರಮದಲ್ಲಿ ಶ್ರೀ ಲಕ್ಷ್ಮೀ ರಂಗನಾಥ ಸ್ವಾಮಿ ದೇವಸ್ಥಾನದ ಆಡಳಿತ ಮಂಡಳಿ ಅಧ್ಯಕ್ಷ ರಂಗನಾಥ, ಕಾರ್ಯದರ್ಶಿಗಳು ಮತ್ತು ಗ್ರಾಮ ಪಂಚಾಯತಿ ಸದಸ್ಯರು ಹಾಗೂ ಗ್ರಾಮಸ್ಥರು ಉಪಸ್ಥಿತರಿದ್ದರು. xyxy=(550,701,702,737)
issue-date: ದಿನಾಂಕ: 22-07-2025, ಮಂಗಳವಾರ xyxy=(441,36,536,45)
